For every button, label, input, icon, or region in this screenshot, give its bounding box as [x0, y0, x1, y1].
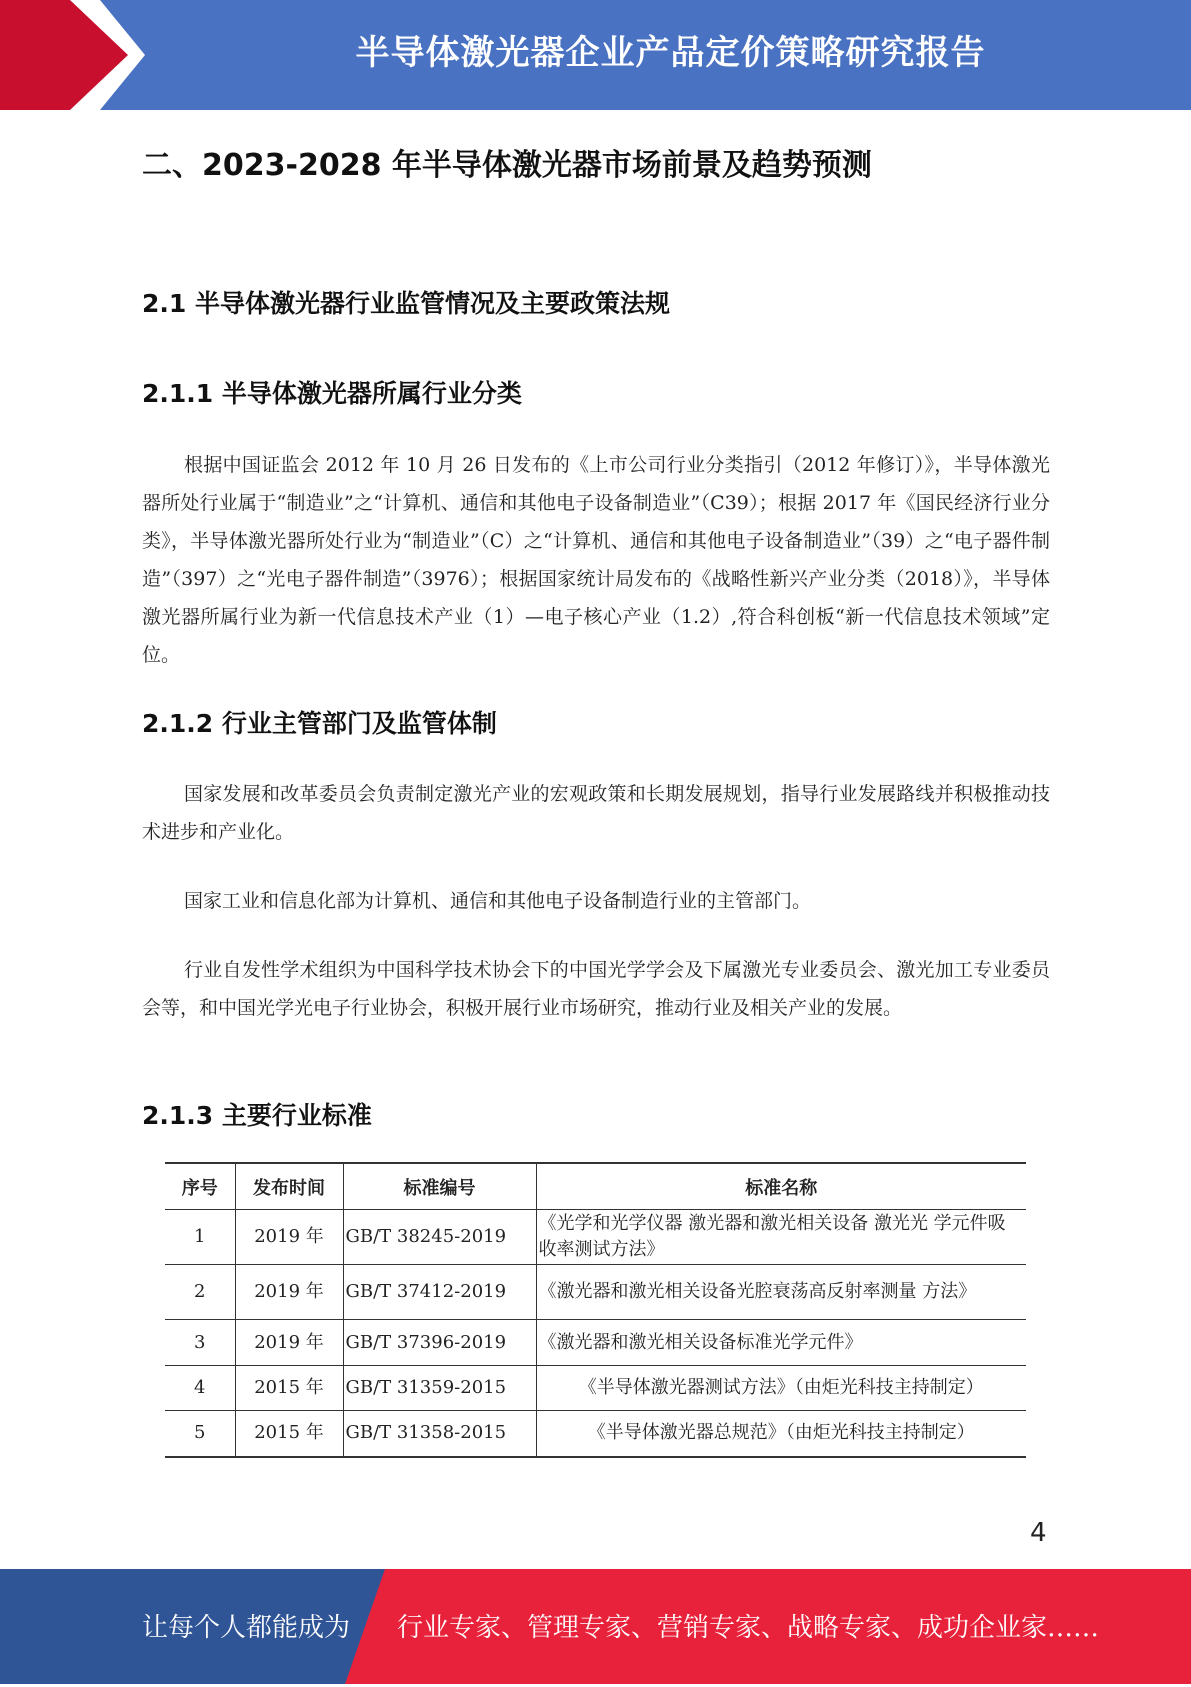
cell-date: 2015 年 [235, 1411, 343, 1457]
table-row [165, 1265, 1026, 1320]
cell-date: 2015 年 [235, 1366, 343, 1411]
cell-date: 2019 年 [235, 1320, 343, 1366]
paragraph-industry-classification: 根据中国证监会 2012 年 10 月 26 日发布的《上市公司行业分类指引（2012 年修订）》，半导体激光器所处行业属于“制造业”之“计算机、通信和其他电子设备制造业”（C39）；根据 2017 年《国民经济行业分类》，半导体激光器所处行业为“制造业”（C）之“计算机、通信和其他电子设备制造业”（39）之“电子器件制造”（397）之“光电子器件制造”（3976）；根据国家统计局发布的《战略性新兴产业分类（2018）》，半导体激光器所属行业为新一代信息技术产业（1）—电子核心产业（1.2）,符合科创板“新一代信息技术领域”定位。 [142, 454, 1050, 666]
heading-2-1: 2.1 半导体激光器行业监管情况及主要政策法规 [142, 289, 670, 318]
section-title: 二、2023-2028 年半导体激光器市场前景及趋势预测 [142, 148, 872, 183]
cell-index: 1 [165, 1210, 235, 1265]
table-row [165, 1320, 1026, 1366]
cell-code: GB/T 38245-2019 [343, 1210, 536, 1265]
heading-2-1-1: 2.1.1 半导体激光器所属行业分类 [142, 379, 522, 408]
heading-2-1-3: 2.1.3 主要行业标准 [142, 1101, 372, 1130]
cell-name: 《光学和光学仪器 激光器和激光相关设备 激光光 学元件吸收率测试方法》 [536, 1210, 1026, 1265]
cell-name: 《半导体激光器总规范》（由炬光科技主持制定） [536, 1411, 1026, 1457]
paragraph-ndrc: 国家发展和改革委员会负责制定激光产业的宏观政策和长期发展规划，指导行业发展路线并积极推动技术进步和产业化。 [142, 783, 1050, 843]
footer-banner [0, 1569, 1191, 1684]
cell-code: GB/T 31359-2015 [343, 1366, 536, 1411]
cell-index: 2 [165, 1265, 235, 1320]
table-header-row [165, 1163, 1026, 1210]
cell-name: 《半导体激光器测试方法》（由炬光科技主持制定） [536, 1366, 1026, 1411]
standards-table [165, 1162, 1026, 1458]
cell-code: GB/T 37396-2019 [343, 1320, 536, 1366]
cell-date: 2019 年 [235, 1210, 343, 1265]
col-header-index: 序号 [165, 1163, 235, 1210]
col-header-code: 标准编号 [343, 1163, 536, 1210]
col-header-date: 发布时间 [235, 1163, 343, 1210]
header-banner [0, 0, 1191, 110]
cell-name: 《激光器和激光相关设备光腔衰荡高反射率测量 方法》 [536, 1265, 1026, 1320]
page-number: 4 [1030, 1518, 1047, 1548]
col-header-name: 标准名称 [536, 1163, 1026, 1210]
cell-index: 5 [165, 1411, 235, 1457]
table-row [165, 1366, 1026, 1411]
paragraph-associations: 行业自发性学术组织为中国科学技术协会下的中国光学学会及下属激光专业委员会、激光加工专业委员会等，和中国光学光电子行业协会，积极开展行业市场研究，推动行业及相关产业的发展。 [142, 959, 1050, 1019]
cell-name: 《激光器和激光相关设备标准光学元件》 [536, 1320, 1026, 1366]
heading-2-1-2: 2.1.2 行业主管部门及监管体制 [142, 709, 497, 738]
table-row [165, 1411, 1026, 1457]
paragraph-miit: 国家工业和信息化部为计算机、通信和其他电子设备制造行业的主管部门。 [184, 890, 812, 912]
footer-slogan-left: 让每个人都能成为 [142, 1613, 351, 1643]
cell-code: GB/T 31358-2015 [343, 1411, 536, 1457]
cell-date: 2019 年 [235, 1265, 343, 1320]
cell-index: 4 [165, 1366, 235, 1411]
cell-code: GB/T 37412-2019 [343, 1265, 536, 1320]
cell-index: 3 [165, 1320, 235, 1366]
footer-slogan-right: 行业专家、管理专家、营销专家、战略专家、成功企业家…… [397, 1613, 1100, 1643]
report-title: 半导体激光器企业产品定价策略研究报告 [355, 33, 986, 73]
table-row [165, 1210, 1026, 1265]
